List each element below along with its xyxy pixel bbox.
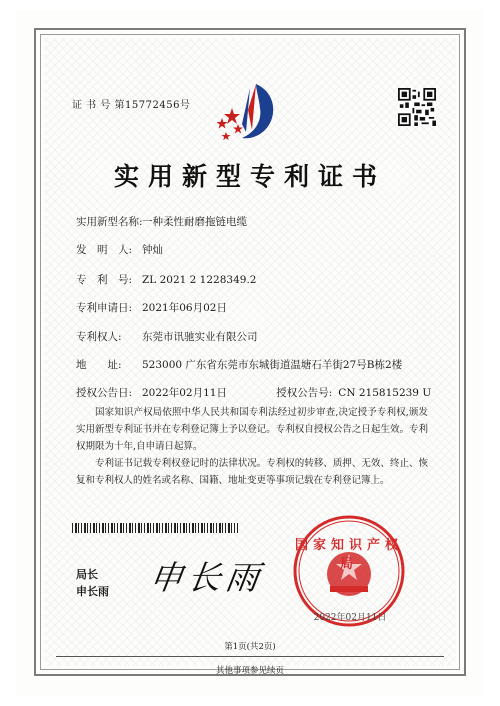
- seal-text: 国家知识产权局: [294, 538, 403, 572]
- field-value: 一种柔性耐磨拖链电缆: [142, 216, 247, 228]
- field-label: 专利权人:: [76, 331, 122, 343]
- grant-date-value: 2022年02月11日: [142, 387, 227, 399]
- announce-no-label: 授权公告号:: [276, 387, 333, 399]
- field-label: 专 利 号:: [76, 274, 133, 286]
- chief-name: 申长雨: [76, 585, 109, 598]
- chief-title: 局长: [76, 568, 98, 581]
- field-label: 地 址:: [76, 359, 122, 371]
- field-label: 专利申请日:: [76, 302, 133, 314]
- field-label: 发 明 人:: [76, 244, 133, 256]
- page-info: 第1页(共2页): [224, 642, 276, 652]
- field-value: 东莞市讯驰实业有限公司: [142, 331, 258, 343]
- signature: 申长雨: [146, 558, 267, 597]
- field-row-filing-date: [76, 300, 227, 315]
- field-value: ZL 2021 2 1228349.2: [142, 274, 257, 286]
- barcode: [72, 523, 238, 533]
- field-value: 钟灿: [142, 244, 163, 256]
- announce-no-value: CN 215815239 U: [338, 387, 432, 399]
- certificate-title: 实用新型专利证书: [113, 162, 386, 191]
- field-row-grant: [76, 385, 431, 400]
- certificate-number: 证 书 号 第15772456号: [72, 100, 191, 111]
- paragraph-legal-status: 专利证书记载专利权登记时的法律状况。专利权的转移、质押、无效、终止、恢复和专利权人的姓名或名称、国籍、地址变更等事项记载在专利登记簿上。: [76, 458, 428, 486]
- footer-note: 其他事项参见续页: [215, 666, 284, 676]
- field-label: 实用新型名称:: [76, 216, 143, 228]
- field-row-name: [76, 214, 247, 229]
- footer-divider: [56, 656, 444, 657]
- field-row-patent-number: [76, 272, 256, 287]
- field-row-address: [76, 357, 402, 372]
- field-row-patentee: [76, 329, 258, 344]
- qr-code-icon: [398, 88, 436, 126]
- paragraph-grant: 国家知识产权局依照中华人民共和国专利法经过初步审查,决定授予专利权,颁发实用新型专利证书并在专利登记簿上予以登记。专利权自授权公告之日起生效。专利权期限为十年,自申请日起算。: [76, 407, 428, 452]
- seal-date: 2022年02月11日: [313, 613, 387, 623]
- field-value: 2021年06月02日: [142, 302, 227, 314]
- cnipa-logo-icon: [212, 80, 288, 144]
- grant-date-label: 授权公告日:: [76, 387, 133, 399]
- field-value: 523000 广东省东莞市东城街道温塘石羊街27号B栋2楼: [142, 359, 403, 371]
- field-row-inventor: [76, 242, 163, 257]
